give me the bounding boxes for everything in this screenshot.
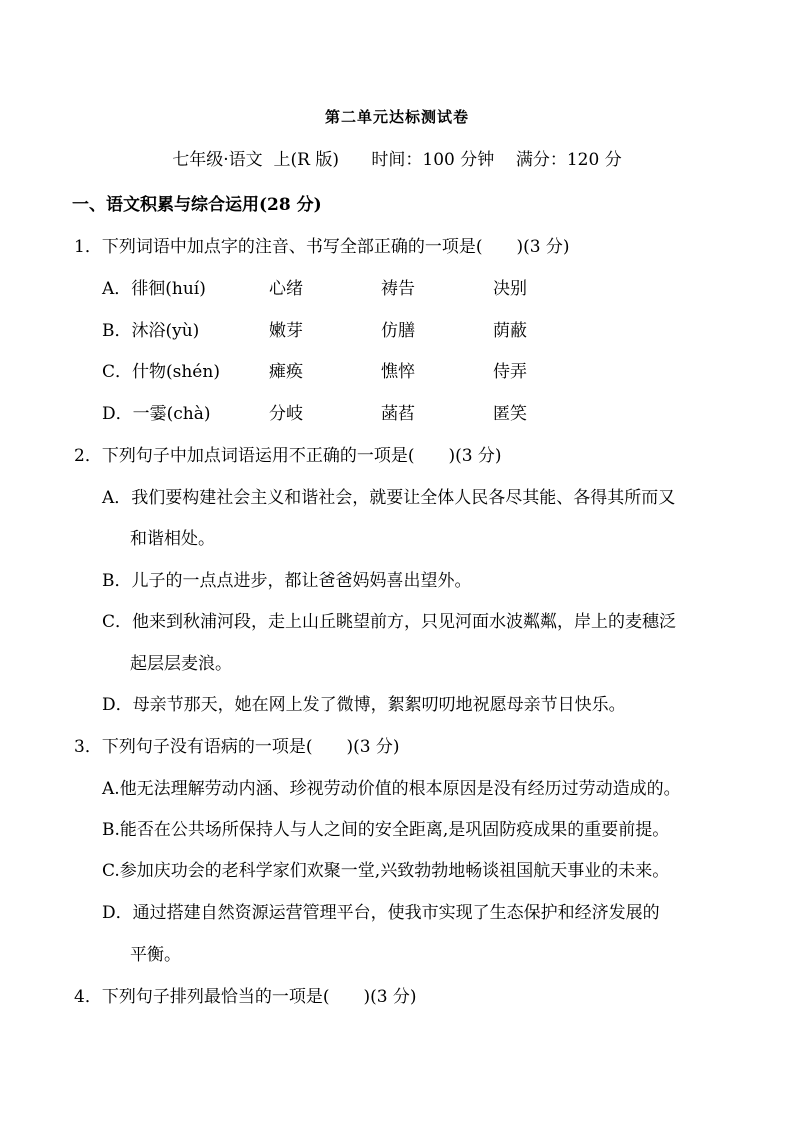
section-heading: 一、语文积累与综合运用(28 分) [72, 195, 322, 215]
q1-option-d-word-1: 分岐 [269, 404, 303, 424]
q1-option-a-word-3: 决别 [493, 279, 527, 299]
q2-option-a: A．我们要构建社会主义和谐社会，就要让全体人民各尽其能、各得其所而又 [102, 488, 676, 508]
q1-option-c-word-1: 瘫痪 [269, 362, 303, 382]
q2-option-c: C．他来到秋浦河段，走上山丘眺望前方，只见河面水波粼粼，岸上的麦穗泛 [102, 612, 677, 632]
exam-title: 第二单元达标测试卷 [324, 108, 469, 126]
q1-option-d-word-2: 菡萏 [381, 404, 415, 424]
question-2-stem: 2．下列句子中加点词语运用不正确的一项是( )(3 分) [74, 446, 502, 466]
q1-option-b-word-1: 嫩芽 [269, 321, 303, 341]
question-1-stem: 1．下列词语中加点字的注音、书写全部正确的一项是( )(3 分) [74, 237, 570, 257]
q2-option-a-continued: 和谐相处。 [130, 529, 215, 549]
q2-option-b: B．儿子的一点点进步，都让爸爸妈妈喜出望外。 [102, 571, 472, 591]
q1-option-b-word-3: 荫蔽 [493, 321, 527, 341]
q1-option-a: A．徘徊(huí) [102, 279, 206, 299]
question-4-stem: 4．下列句子排列最恰当的一项是( )(3 分) [74, 987, 417, 1007]
q1-option-c-word-3: 侍弄 [493, 362, 527, 382]
q3-option-b: B.能否在公共场所保持人与人之间的安全距离,是巩固防疫成果的重要前提。 [102, 820, 670, 840]
exam-subtitle: 七年级·语文 上(R 版) 时间：100 分钟 满分：120 分 [172, 150, 622, 170]
q1-option-b: B．沐浴(yù) [102, 321, 200, 341]
question-3-stem: 3．下列句子没有语病的一项是( )(3 分) [74, 737, 400, 757]
q3-option-d: D．通过搭建自然资源运营管理平台，使我市实现了生态保护和经济发展的 [102, 903, 660, 923]
q1-option-c-word-2: 憔悴 [381, 362, 415, 382]
q1-option-b-word-2: 仿膳 [381, 321, 415, 341]
q3-option-a: A.他无法理解劳动内涵、珍视劳动价值的根本原因是没有经历过劳动造成的。 [102, 779, 681, 799]
q2-option-c-continued: 起层层麦浪。 [130, 654, 232, 674]
q1-option-d: D．一霎(chà) [102, 404, 211, 424]
q1-option-c: C．什物(shén) [102, 362, 220, 382]
q1-option-a-word-2: 祷告 [381, 279, 415, 299]
q1-option-a-word-1: 心绪 [269, 279, 303, 299]
q1-option-d-word-3: 匿笑 [493, 404, 527, 424]
q3-option-d-continued: 平衡。 [130, 945, 181, 965]
q2-option-d: D．母亲节那天，她在网上发了微博，絮絮叨叨地祝愿母亲节日快乐。 [102, 695, 626, 715]
q3-option-c: C.参加庆功会的老科学家们欢聚一堂,兴致勃勃地畅谈祖国航天事业的未来。 [102, 861, 670, 881]
